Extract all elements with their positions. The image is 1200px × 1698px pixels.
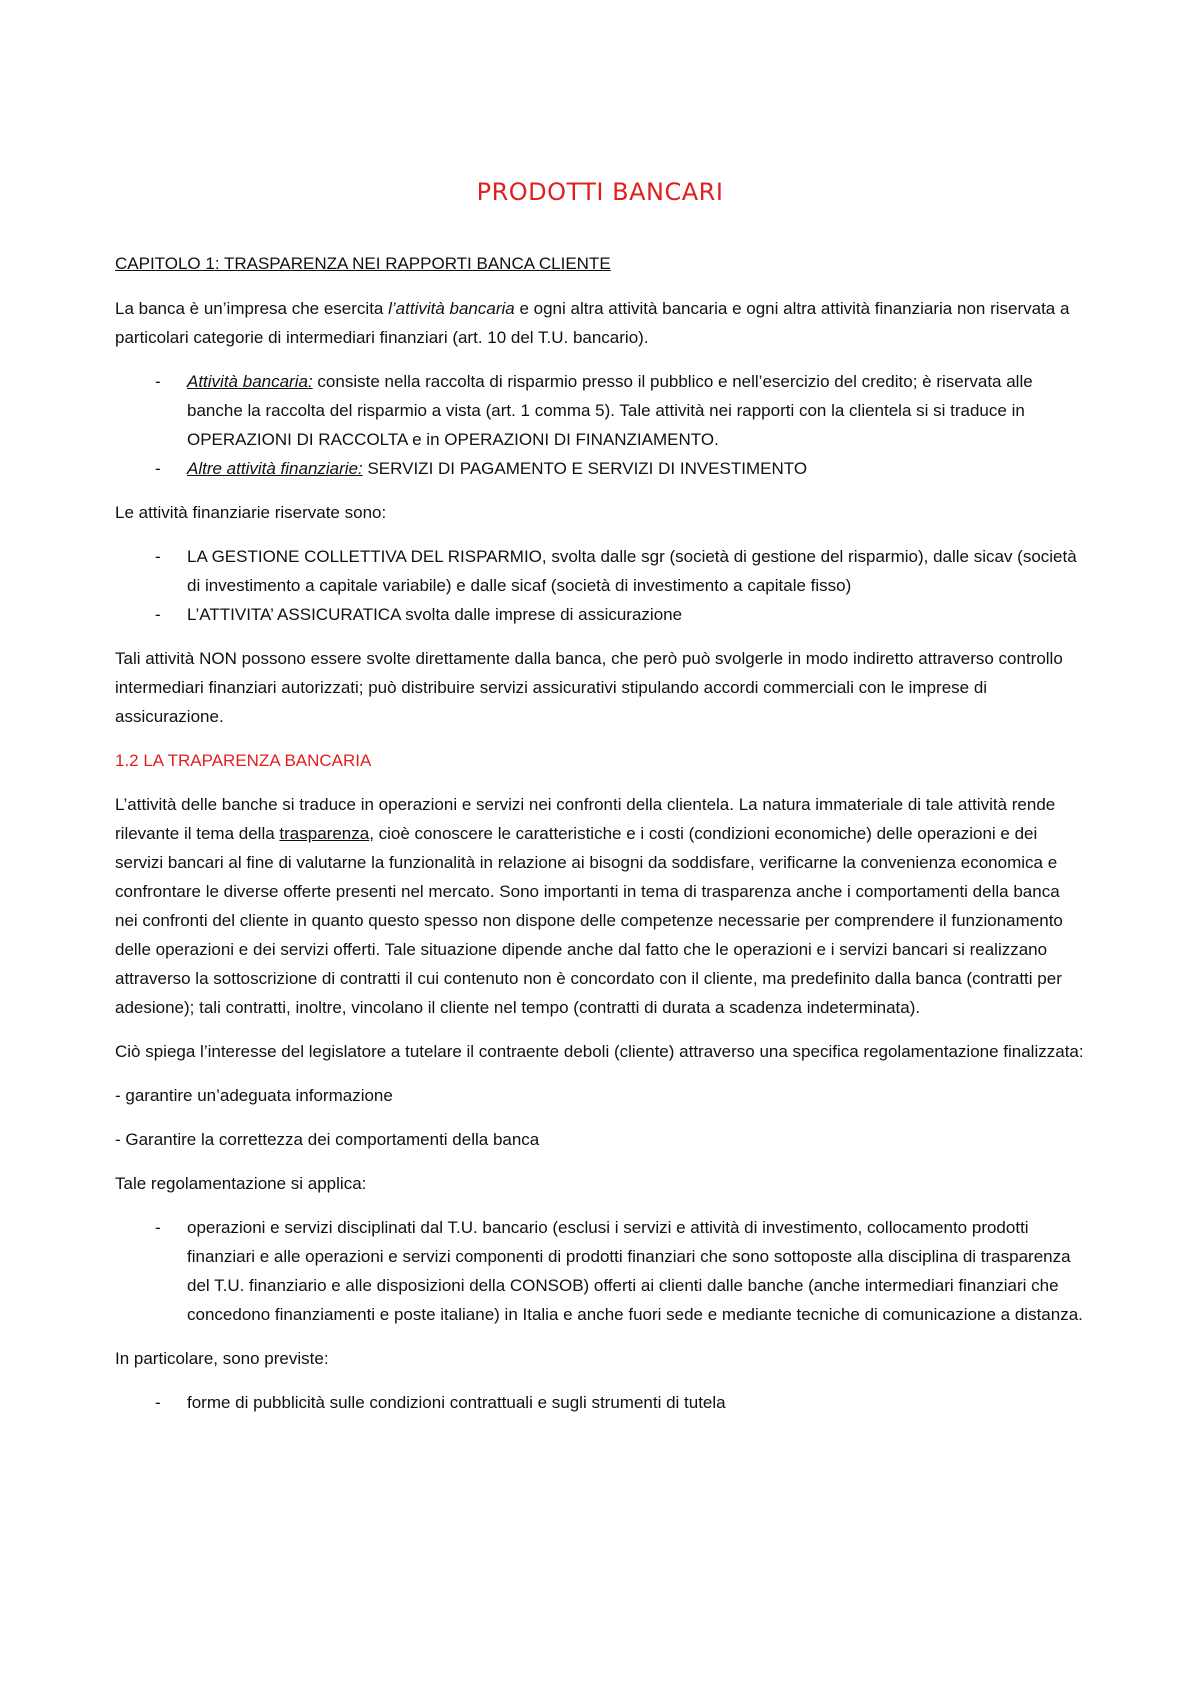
list-item [115,367,1085,454]
intro-italic-term: l’attività bancaria [388,299,515,318]
provided-list [115,1388,1085,1417]
dash-bullet: - [155,1218,161,1237]
applies-intro: Tale regolamentazione si applica: [115,1174,367,1193]
dash-bullet: - [155,1393,161,1412]
transparency-text-after: , cioè conoscere le caratteristiche e i costi (condizioni economiche) delle operazioni e dei servizi bancari al fine di valutarne la funzionalità in relazione ai bisogni da soddisfare, verificarne la convenienza economica e confrontare le diverse offerte presenti nel mercato. Sono importanti in tema di trasparenza anche i comportamenti della banca nei confronti del cliente in quanto questo spesso non dispone delle competenze necessarie per comprendere il funzionamento delle operazioni e dei servizi offerti. Tale situazione dipende anche dal fatto che le operazioni e i servizi bancari si realizzano attraverso la sottoscrizione di contratti il cui contenuto non è concordato con il cliente, ma predefinito dalla banca (contratti per adesione); tali contratti, inoltre, vincolano il cliente nel tempo (contratti di durata a scadenza indeterminata). [115,824,1063,1017]
goal-line-2: - Garantire la correttezza dei comportamenti della banca [115,1130,540,1149]
chapter-heading: CAPITOLO 1: TRASPARENZA NEI RAPPORTI BANCA CLIENTE [115,254,611,273]
activities-list [115,367,1085,483]
transparency-keyword: trasparenza [279,824,370,843]
section-heading: 1.2 LA TRAPARENZA BANCARIA [115,751,372,770]
activity-text: consiste nella raccolta di risparmio presso il pubblico e nell’esercizio del credito; è riservata alle banche la raccolta del risparmio a vista (art. 1 comma 5). Tale attività nei rapporti con la clientela si si traduce in OPERAZIONI DI RACCOLTA e in OPERAZIONI DI FINANZIAMENTO. [187,372,1033,449]
list-item-text: operazioni e servizi disciplinati dal T.U. bancario (esclusi i servizi e attività di investimento, collocamento prodotti finanziari e alle operazioni e servizi componenti di prodotti finanziari che sono sottoposte alla disciplina di trasparenza del T.U. finanziario e alle disposizioni della CONSOB) offerti ai clienti dalle banche (anche intermediari finanziari che concedono finanziamenti e poste italiane) in Italia e anche fuori sede e mediante tecniche di comunicazione a distanza. [187,1218,1083,1324]
non-direct-paragraph: Tali attività NON possono essere svolte direttamente dalla banca, che però può svolgerle in modo indiretto attraverso controllo intermediari finanziari autorizzati; può distribuire servizi assicurativi stipulando accordi commerciali con le imprese di assicurazione. [115,649,1063,726]
list-item [115,1388,1085,1417]
activity-text: SERVIZI DI PAGAMENTO E SERVIZI DI INVESTIMENTO [362,459,808,478]
goal-line-1: - garantire un’adeguata informazione [115,1086,393,1105]
transparency-paragraph [115,790,1085,1022]
dash-bullet: - [155,547,161,566]
activity-term: Altre attività finanziarie: [187,459,363,478]
transparency-text-before: L’attività delle banche si traduce in operazioni e servizi nei confronti della clientela. La natura immateriale di tale attività rende rilevante il tema della [115,795,1056,843]
list-item [115,1213,1085,1329]
dash-bullet: - [155,605,161,624]
list-item-text: L’ATTIVITA’ ASSICURATICA svolta dalle imprese di assicurazione [187,605,683,624]
reserved-list [115,542,1085,629]
dash-bullet: - [155,372,161,391]
dash-bullet: - [155,459,161,478]
list-item-text: LA GESTIONE COLLETTIVA DEL RISPARMIO, svolta dalle sgr (società di gestione del risparmio), dalle sicav (società di investimento a capitale variabile) e dalle sicaf (società di investimento a capitale fisso) [187,547,1077,595]
provided-intro: In particolare, sono previste: [115,1349,329,1368]
reserved-intro: Le attività finanziarie riservate sono: [115,503,387,522]
activity-term: Attività bancaria: [187,372,313,391]
list-item [115,542,1085,600]
list-item [115,600,1085,629]
list-item [115,454,1085,483]
list-item-text: forme di pubblicità sulle condizioni contrattuali e sugli strumenti di tutela [187,1393,726,1412]
document-title: PRODOTTI BANCARI [476,178,724,206]
intro-text-before: La banca è un’impresa che esercita [115,299,389,318]
intro-text-after: e ogni altra attività bancaria e ogni altra attività finanziaria non riservata a particolari categorie di intermediari finanziari (art. 10 del T.U. bancario). [115,299,1070,347]
legislator-paragraph: Ciò spiega l’interesse del legislatore a tutelare il contraente deboli (cliente) attraverso una specifica regolamentazione finalizzata: [115,1042,1084,1061]
intro-paragraph [115,294,1085,352]
applies-list [115,1213,1085,1329]
